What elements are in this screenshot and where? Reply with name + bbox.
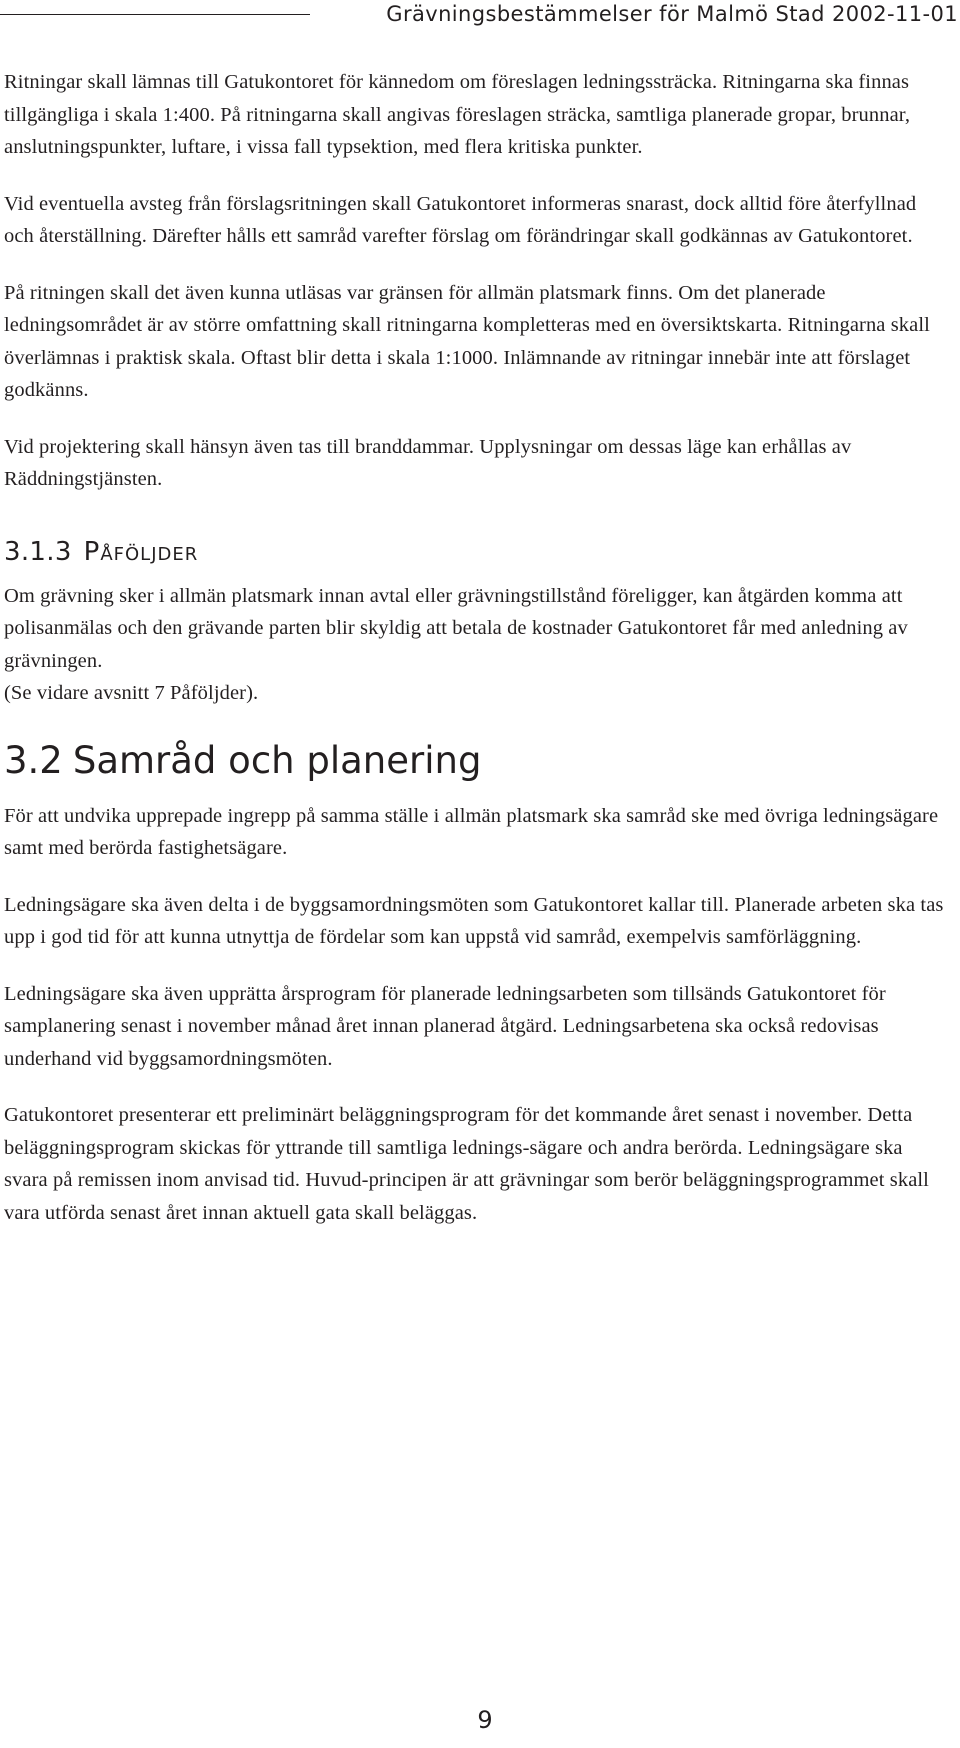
section-number: 3.1.3 xyxy=(4,536,72,567)
paragraph-byggsamordning: Ledningsägare ska även delta i de byggsamordningsmöten som Gatukontoret kallar till. Planerade arbeten ska tas upp i god tid för att kunna utnyttja de fördelar som kan uppstå vid samråd, exempelvis samförläggning. xyxy=(4,893,944,948)
paragraph-ritningar: Ritningar skall lämnas till Gatukontoret för kännedom om föreslagen ledningssträcka. Ritningarna ska finnas tillgängliga i skala 1:400. På ritningarna skall angivas föreslagen sträcka, samtliga planerade gropar, brunnar, anslutningspunkter, luftare, i vissa fall typsektion, med flera kritiska punkter. xyxy=(4,71,911,158)
page-header xyxy=(0,0,960,34)
paragraph-se-vidare: (Se vidare avsnitt 7 Påföljder). xyxy=(4,682,259,704)
section-title: Påföljder xyxy=(83,536,199,567)
paragraph-arsprogram: Ledningsägare ska även upprätta årsprogram för planerade ledningsarbeten som tillsänds Gatukontoret för samplanering senast i november månad året innan planerad åtgärd. Ledningsarbetena ska också redovisas underhand vid byggsamordningsmöten. xyxy=(4,982,886,1070)
section-heading-samrad xyxy=(4,736,944,786)
section-heading-pafoljder xyxy=(4,528,944,576)
paragraph-platsmark: På ritningen skall det även kunna utläsas var gränsen för allmän platsmark finns. Om det planerade ledningsområdet är av större omfattning skall ritningarna kompletteras med en översiktskarta. Ritningarna skall överlämnas i praktisk skala. Oftast blir detta i skala 1:1000. Inlämnande av ritningar innebär inte att förslaget godkänns. xyxy=(4,281,930,401)
paragraph-pafoljder: Om grävning sker i allmän platsmark innan avtal eller grävningstillstånd föreligger, kan åtgärden komma att polisanmälas och den grävande parten blir skyldig att betala de kostnader Gatukontoret får med anledning av grävningen. xyxy=(4,584,908,672)
paragraph-undvika: För att undvika upprepade ingrepp på samma ställe i allmän platsmark ska samråd ske med övriga ledningsägare samt med berörda fastighetsägare. xyxy=(4,804,939,859)
section-title: Samråd och planering xyxy=(72,738,482,782)
section-number: 3.2 xyxy=(4,738,63,782)
header-title: Grävningsbestämmelser för Malmö Stad 2002-11-01 xyxy=(386,2,958,26)
page-number: 9 xyxy=(477,1706,493,1734)
header-rule xyxy=(0,14,310,15)
paragraph-belaggningsprogram: Gatukontoret presenterar ett preliminärt beläggningsprogram för det kommande året senast i november. Detta beläggningsprogram skickas för yttrande till samtliga lednings-sägare och andra berörda. Ledningsägare ska svara på remissen inom anvisad tid. Huvud-principen är att grävningar som berör beläggningsprogrammet skall vara utförda senast året innan aktuell gata skall beläggas. xyxy=(4,1104,929,1224)
paragraph-branddammar: Vid projektering skall hänsyn även tas till branddammar. Upplysningar om dessas läge kan erhållas av Räddningstjänsten. xyxy=(4,435,852,490)
document-body xyxy=(4,66,944,1253)
paragraph-avsteg: Vid eventuella avsteg från förslagsritningen skall Gatukontoret informeras snarast, dock alltid före återfyllnad och återställning. Därefter hålls ett samråd varefter förslag om förändringar skall godkännas av Gatukontoret. xyxy=(4,192,917,247)
